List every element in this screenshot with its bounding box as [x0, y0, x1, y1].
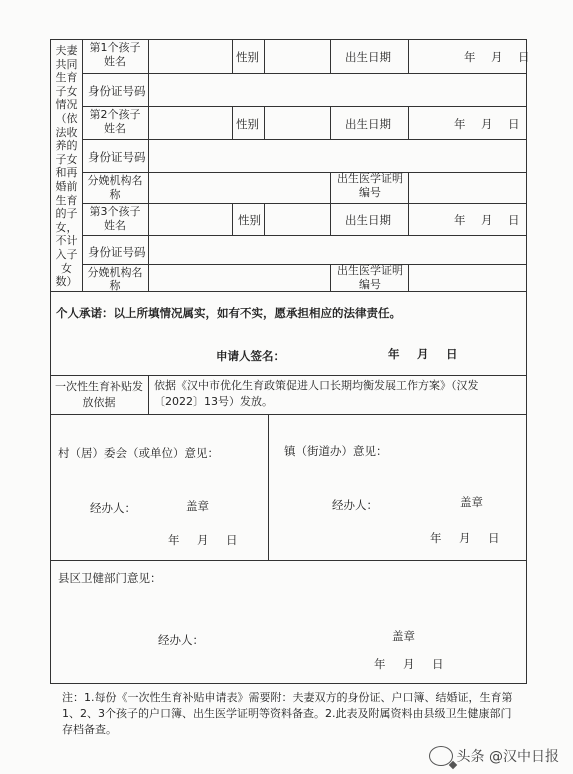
child3-birth-date: 年 月 日: [454, 213, 522, 227]
county-handler-label: 经办人：: [158, 633, 204, 647]
child3-name-label: 第3个孩子姓名: [89, 205, 141, 232]
child2-cert-label: 出生医学证明编号: [337, 172, 403, 199]
personal-promise: 个人承诺：以上所填情况属实，如有不实，愿承担相应的法律责任。: [56, 306, 401, 320]
child3-cert-label: 出生医学证明编号: [337, 264, 403, 291]
subsidy-basis-label: 一次性生育补贴发放依据: [55, 380, 143, 409]
town-handler-label: 经办人：: [332, 498, 378, 512]
children-section-label: 夫妻共同生育子女情况（依法收养的子女和再婚前生育的子女，不计入子女数）: [55, 44, 78, 289]
child2-name-label: 第2个孩子姓名: [89, 108, 141, 135]
child2-id-label: 身份证号码: [88, 150, 146, 164]
child3-gender-label: 性别: [238, 213, 261, 227]
child1-gender-label: 性别: [236, 50, 259, 64]
child3-birth-label: 出生日期: [345, 213, 391, 227]
county-seal-label: 盖章: [392, 629, 415, 643]
village-handler-label: 经办人：: [90, 501, 136, 515]
child2-gender-label: 性别: [236, 117, 259, 131]
child2-birth-label: 出生日期: [345, 117, 391, 131]
child3-institution-label: 分娩机构名称: [87, 266, 143, 292]
child1-id-label: 身份证号码: [88, 84, 146, 98]
town-opinion-label: 镇（街道办）意见：: [284, 444, 388, 458]
child3-id-label: 身份证号码: [88, 245, 146, 259]
child2-birth-date: 年 月 日: [454, 117, 522, 131]
child2-institution-label: 分娩机构名称: [87, 174, 143, 201]
applicant-signature-label: 申请人签名：: [216, 349, 285, 363]
signature-date: 年 月 日: [388, 347, 461, 361]
county-date: 年 月 日: [374, 657, 447, 671]
child1-birth-date: 年 月 日: [464, 50, 532, 64]
county-opinion-label: 县区卫健部门意见：: [58, 571, 162, 585]
watermark-text: 头条 @汉中日报: [456, 749, 559, 765]
town-seal-label: 盖章: [460, 495, 483, 509]
village-seal-label: 盖章: [186, 499, 209, 513]
village-opinion-label: 村（居）委会（或单位）意见：: [58, 446, 219, 460]
child1-birth-label: 出生日期: [345, 50, 391, 64]
village-date: 年 月 日: [168, 533, 241, 547]
town-date: 年 月 日: [430, 531, 503, 545]
watermark: [429, 746, 559, 766]
speech-bubble-icon: [429, 746, 453, 766]
subsidy-basis-text: 依据《汉中市优化生育政策促进人口长期均衡发展工作方案》（汉发〔2022〕13号）发放。: [154, 379, 479, 408]
child1-name-label: 第1个孩子姓名: [89, 41, 141, 68]
footnote: 注：1.每份《一次性生育补贴申请表》需要附：夫妻双方的身份证、户口簿、结婚证，生育第1、2、3个孩子的户口簿、出生医学证明等资料备查。2.此表及附属资料由县级卫生健康部门存档备查。: [62, 691, 513, 736]
